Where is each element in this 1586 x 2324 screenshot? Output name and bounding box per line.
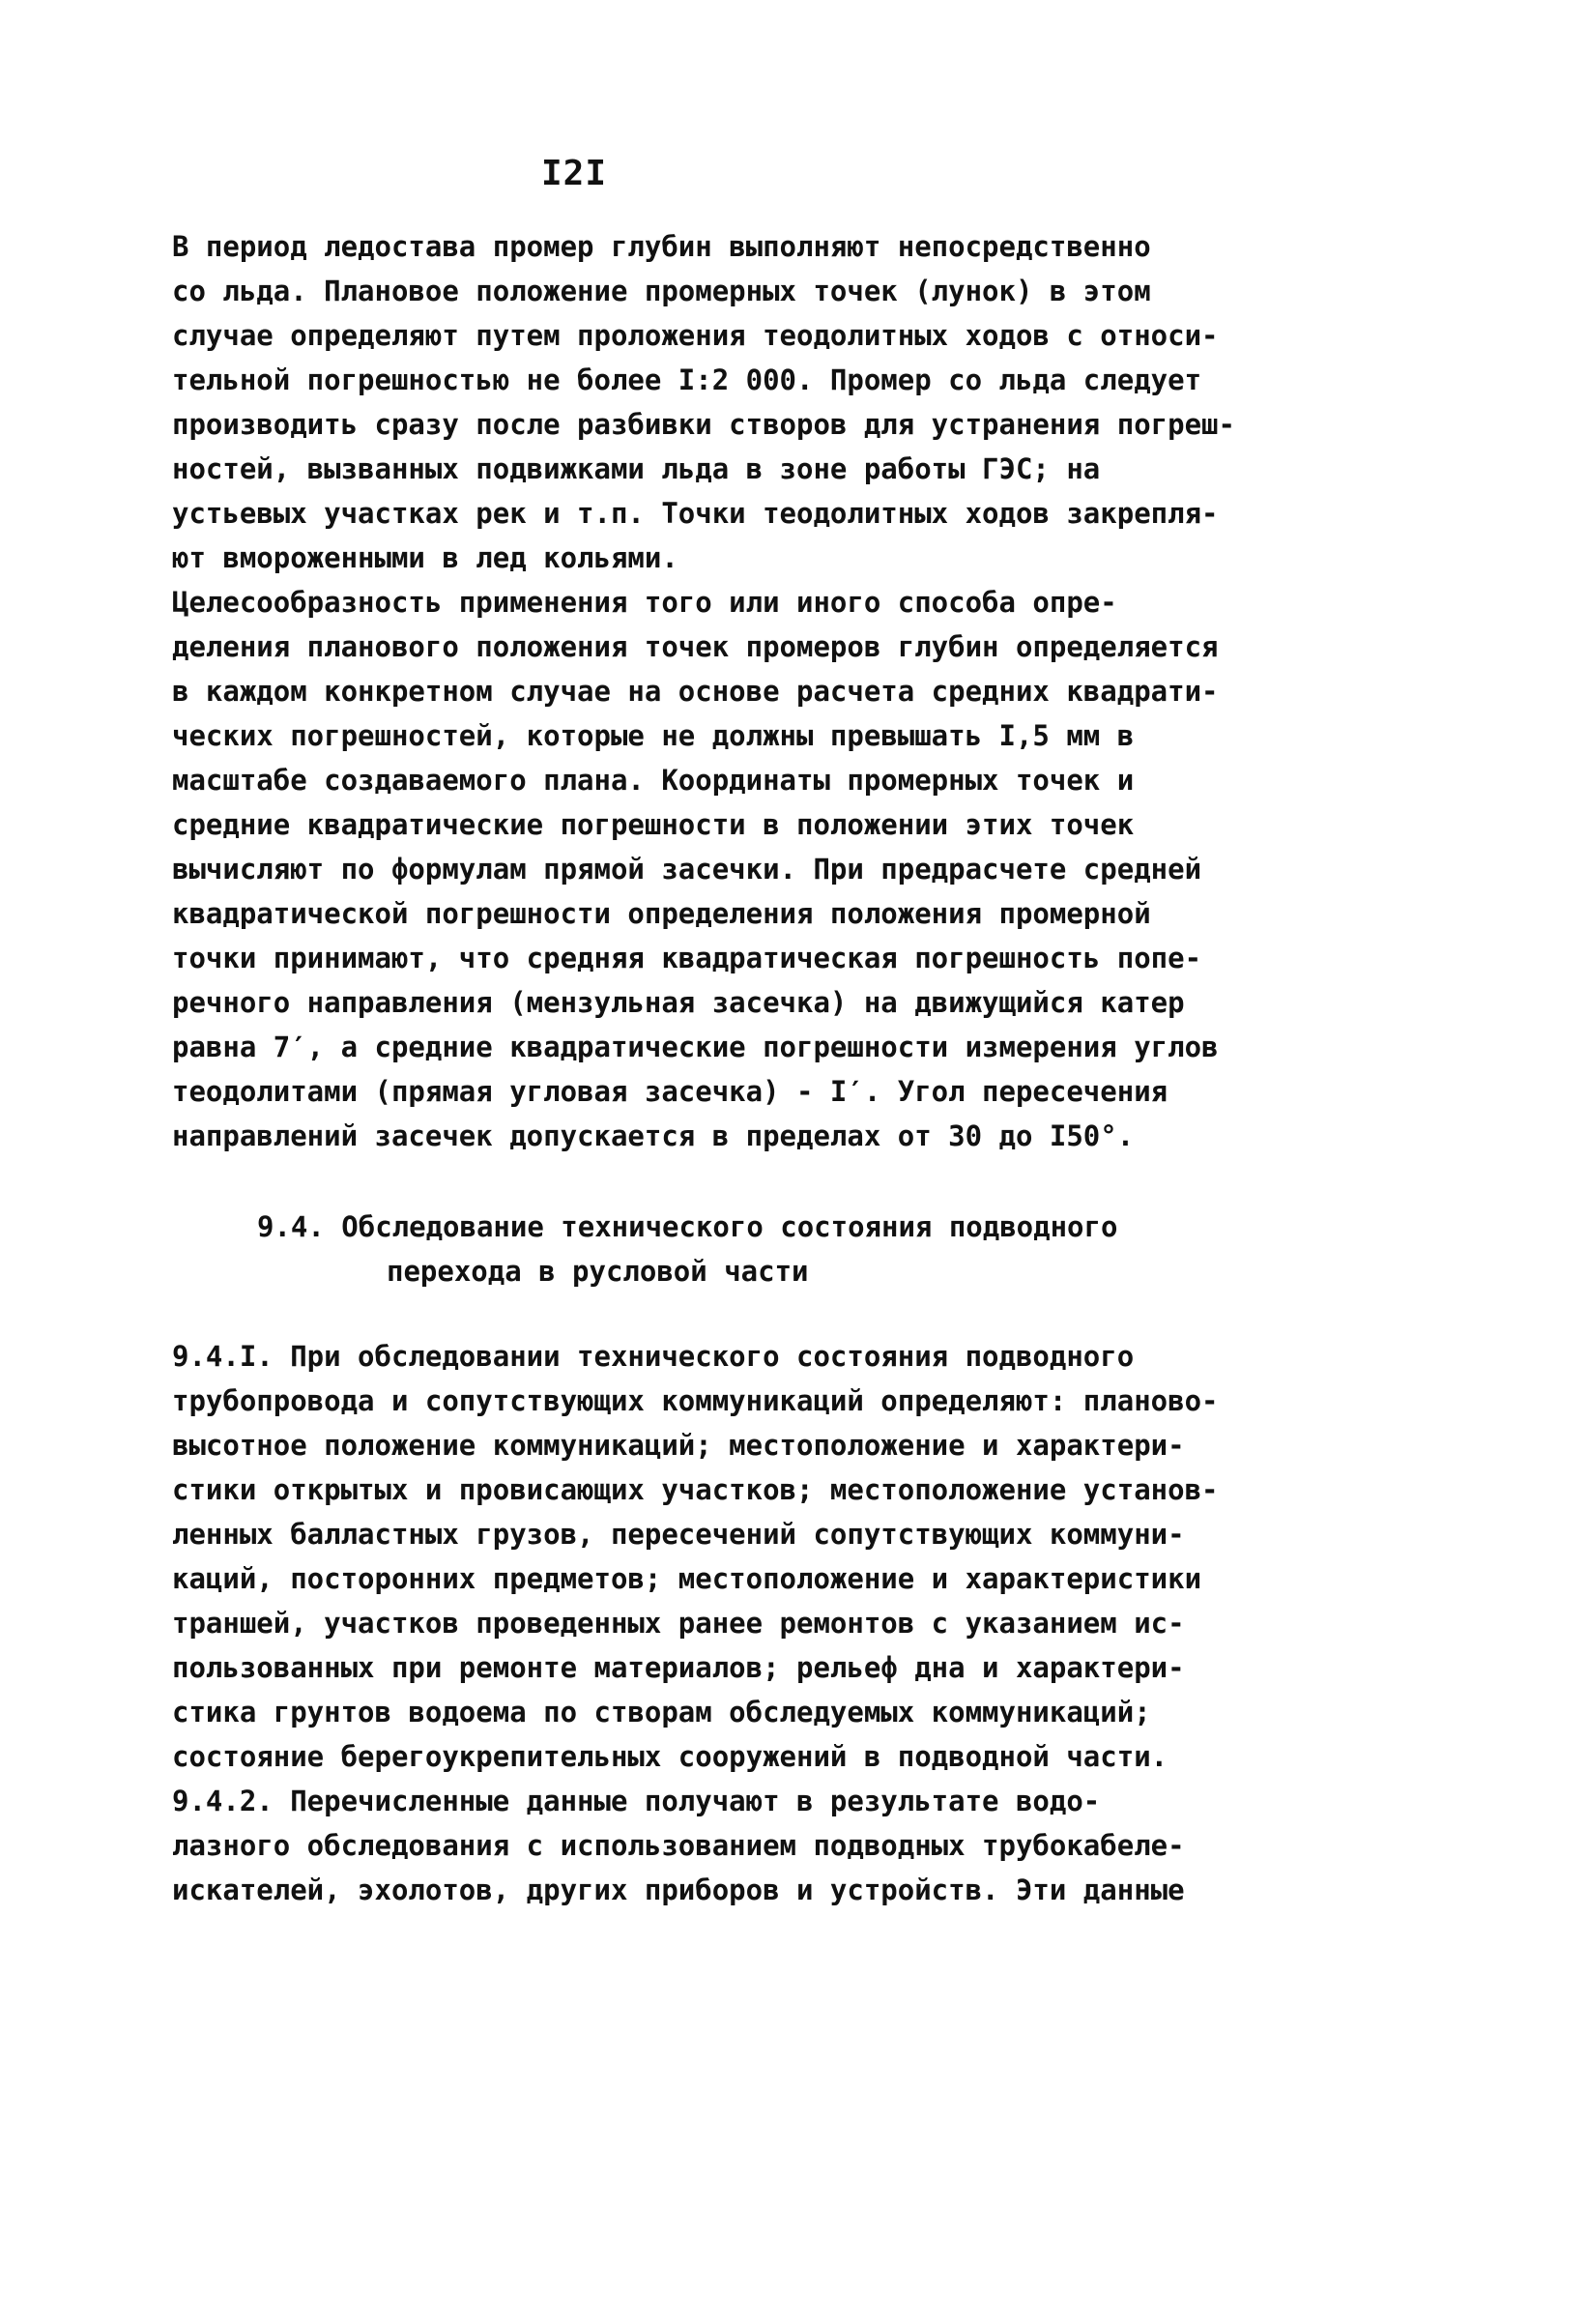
text-line: стика грунтов водоема по створам обследуемых коммуникаций; — [172, 1696, 1151, 1728]
paragraph-ice-sounding — [172, 224, 1312, 580]
section-heading-line-1: 9.4. Обследование технического состояния подводного — [257, 1210, 1118, 1243]
text-line: ленных балластных грузов, пересечений сопутствующих коммуни- — [172, 1518, 1185, 1551]
text-line: деления планового положения точек промеров глубин определяется — [172, 630, 1219, 663]
text-line: 9.4.2. Перечисленные данные получают в результате водо- — [172, 1785, 1101, 1817]
text-line: ностей, вызванных подвижками льда в зоне работы ГЭС; на — [172, 452, 1101, 485]
paragraph-9-4-1 — [172, 1334, 1312, 1779]
text-line: производить сразу после разбивки створов для устранения погреш- — [172, 408, 1235, 441]
text-line: Целесообразность применения того или иного способа опре- — [172, 586, 1117, 619]
text-line: каций, посторонних предметов; местоположение и характеристики — [172, 1562, 1202, 1595]
text-line: ют вмороженными в лед кольями. — [172, 541, 678, 574]
text-line: искателей, эхолотов, других приборов и устройств. Эти данные — [172, 1874, 1185, 1906]
text-line: устьевых участках рек и т.п. Точки теодолитных ходов закрепля- — [172, 497, 1219, 530]
text-line: высотное положение коммуникаций; местоположение и характери- — [172, 1429, 1185, 1462]
text-line: вычисляют по формулам прямой засечки. При предрасчете средней — [172, 853, 1202, 886]
text-line: состояние берегоукрепительных сооружений в подводной части. — [172, 1740, 1168, 1773]
paragraph-method-accuracy — [172, 580, 1312, 1158]
text-line: 9.4.I. При обследовании технического состояния подводного — [172, 1340, 1135, 1373]
text-line: масштабе создаваемого плана. Координаты промерных точек и — [172, 764, 1135, 797]
text-line: теодолитами (прямая угловая засечка) - I′. Угол пересечения — [172, 1075, 1168, 1108]
text-line: трубопровода и сопутствующих коммуникаций определяют: планово- — [172, 1384, 1219, 1417]
text-line: со льда. Плановое положение промерных точек (лунок) в этом — [172, 275, 1151, 307]
text-line: тельной погрешностью не более I:2 000. Промер со льда следует — [172, 363, 1202, 396]
text-line: лазного обследования с использованием подводных трубокабеле- — [172, 1829, 1185, 1862]
text-line: в каждом конкретном случае на основе расчета средних квадрати- — [172, 675, 1219, 708]
text-line: направлений засечек допускается в пределах от 30 до I50°. — [172, 1119, 1135, 1152]
paragraph-9-4-2 — [172, 1779, 1312, 1912]
text-line: ческих погрешностей, которые не должны превышать I,5 мм в — [172, 719, 1135, 752]
text-line: пользованных при ремонте материалов; рельеф дна и характери- — [172, 1651, 1185, 1684]
text-line: равна 7′, а средние квадратические погрешности измерения углов — [172, 1031, 1219, 1063]
page-number: I2I — [541, 154, 608, 193]
text-line: квадратической погрешности определения положения промерной — [172, 897, 1151, 930]
text-line: средние квадратические погрешности в положении этих точек — [172, 808, 1135, 841]
text-line: В период ледостава промер глубин выполняют непосредственно — [172, 230, 1151, 263]
text-line: точки принимают, что средняя квадратическая погрешность попе- — [172, 942, 1202, 974]
section-heading-line-2: перехода в русловой части — [387, 1255, 809, 1288]
text-line: стики открытых и провисающих участков; местоположение установ- — [172, 1473, 1219, 1506]
text-line: траншей, участков проведенных ранее ремонтов с указанием ис- — [172, 1607, 1185, 1640]
text-line: речного направления (мензульная засечка) на движущийся катер — [172, 986, 1185, 1019]
text-line: случае определяют путем проложения теодолитных ходов с относи- — [172, 319, 1219, 352]
